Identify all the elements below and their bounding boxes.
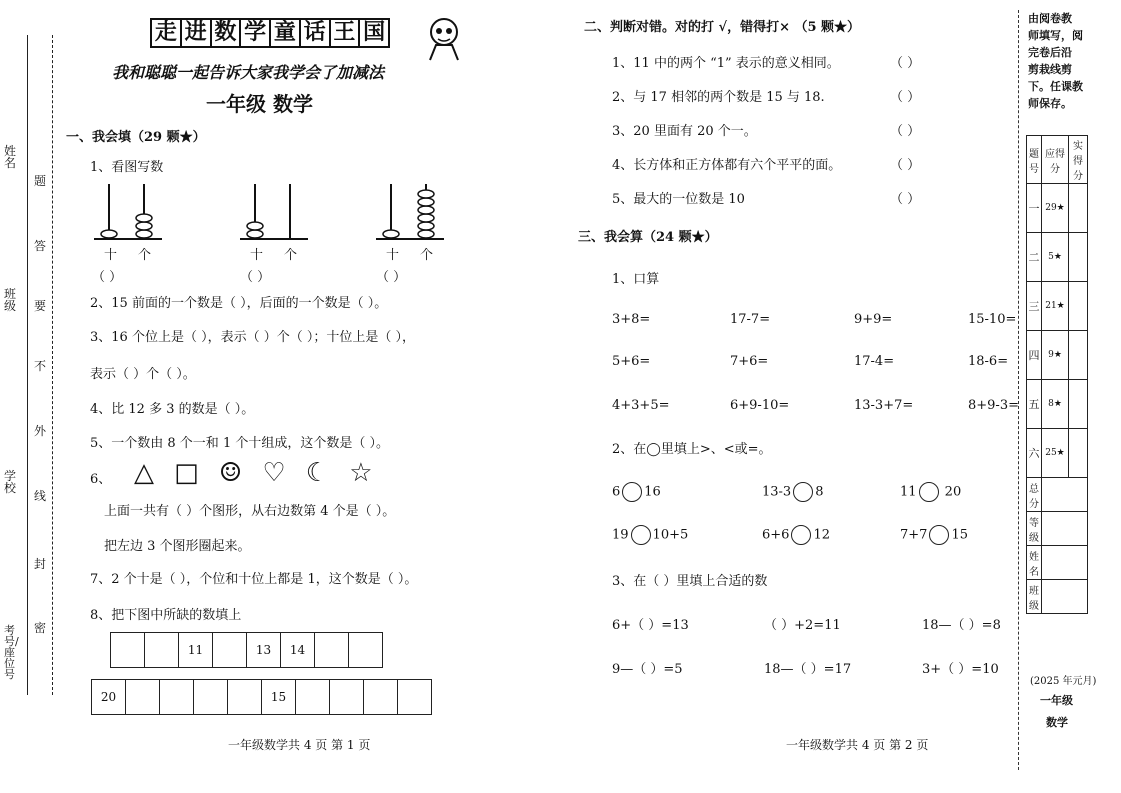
score-row-actual[interactable]: [1069, 380, 1088, 429]
compare-right: 15: [951, 527, 968, 543]
binding-warning-3: 要: [34, 299, 47, 313]
page-title: [150, 18, 388, 46]
score-row-due: 25★: [1042, 429, 1069, 478]
grid-cell[interactable]: [348, 632, 383, 668]
section1-heading: 一、我会填（29 颗★）: [66, 130, 206, 145]
note-line: 师填写，阅: [1028, 29, 1083, 42]
note-line: 完卷后沿: [1028, 46, 1072, 59]
oral-problem: 13-3+7=: [854, 398, 914, 413]
compare-left: 6: [612, 484, 621, 500]
grid-cell: 13: [246, 632, 281, 668]
page2-footer: 一年级数学共 4 页 第 2 页: [786, 738, 929, 752]
grid-cell[interactable]: [314, 632, 349, 668]
abacus2-answer[interactable]: （ ）: [240, 270, 271, 285]
heart-icon: ♡: [262, 458, 286, 488]
compare-problem: [900, 525, 968, 545]
compare-problem: [762, 482, 824, 502]
s3-q2: 2、在◯里填上>、<或=。: [612, 442, 772, 457]
grid-cell: 11: [178, 632, 213, 668]
s1-q4: 4、比 12 多 3 的数是（ ）。: [90, 402, 255, 417]
note-line: 剪栽线剪: [1028, 63, 1072, 76]
abacus-icon: [240, 182, 310, 242]
binding-warning-7: 封: [34, 557, 47, 571]
compare-left: 6+6: [762, 527, 790, 543]
title-char: 学: [239, 18, 271, 48]
compare-problem: [612, 525, 688, 545]
grid-cell[interactable]: [110, 632, 145, 668]
score-header-no: 题号: [1027, 136, 1042, 184]
number-grid-row2: [91, 679, 431, 715]
compare-circle[interactable]: [793, 482, 813, 502]
s1-q3a: 3、16 个位上是（ ），表示（ ）个（ ）；十位上是（ ），: [90, 330, 415, 345]
star-icon: ☆: [349, 458, 373, 488]
judge-answer-2[interactable]: （ ）: [890, 90, 921, 105]
score-name-label: 姓名: [1027, 546, 1042, 580]
score-row-no: 三: [1027, 282, 1042, 331]
title-char: 王: [329, 18, 361, 48]
judge-item-1: 1、11 中的两个 “1” 表示的意义相同。: [612, 56, 840, 71]
grid-cell[interactable]: [125, 679, 160, 715]
title-char: 国: [358, 18, 390, 48]
compare-circle[interactable]: [929, 525, 949, 545]
binding-warning-2: 答: [34, 239, 47, 253]
judge-answer-5[interactable]: （ ）: [890, 192, 921, 207]
fill-problem[interactable]: 18—（ ）=17: [764, 662, 852, 677]
score-row-no: 六: [1027, 429, 1042, 478]
score-row-actual[interactable]: [1069, 233, 1088, 282]
grid-cell[interactable]: [193, 679, 228, 715]
note-line: 师保存。: [1028, 97, 1072, 110]
square-icon: □: [174, 458, 199, 488]
grid-cell[interactable]: [212, 632, 247, 668]
grade-title: 一年级 数学: [206, 92, 313, 116]
abacus3-ten-label: 十: [386, 248, 400, 263]
grid-cell[interactable]: [397, 679, 432, 715]
compare-right: 12: [813, 527, 830, 543]
triangle-icon: △: [134, 458, 154, 488]
compare-right: 8: [815, 484, 824, 500]
fill-problem[interactable]: 9—（ ）=5: [612, 662, 683, 677]
page1-footer: 一年级数学共 4 页 第 1 页: [228, 738, 371, 752]
compare-right: 10+5: [652, 527, 689, 543]
s1-q8: 8、把下图中所缺的数填上: [90, 608, 242, 623]
fill-problem[interactable]: （ ）+2=11: [764, 618, 841, 633]
abacus1-one-label: 个: [138, 248, 152, 263]
note-line: 由阅卷教: [1028, 12, 1072, 25]
score-row-no: 一: [1027, 184, 1042, 233]
score-total-field[interactable]: [1042, 478, 1088, 512]
compare-left: 19: [612, 527, 629, 543]
compare-problem: [900, 482, 961, 502]
score-row-due: 5★: [1042, 233, 1069, 282]
abacus-icon: [94, 182, 164, 242]
score-row-actual[interactable]: [1069, 429, 1088, 478]
binding-label-class: 班级: [4, 287, 17, 313]
score-row-no: 四: [1027, 331, 1042, 380]
abacus3-answer[interactable]: （ ）: [376, 270, 407, 285]
score-row-actual[interactable]: [1069, 282, 1088, 331]
compare-left: 13-3: [762, 484, 792, 500]
compare-left: 11: [900, 484, 917, 500]
judge-answer-1[interactable]: （ ）: [890, 56, 921, 71]
score-table: [1026, 135, 1088, 614]
score-row-due: 21★: [1042, 282, 1069, 331]
s3-q3: 3、在（ ）里填上合适的数: [612, 574, 768, 589]
score-class-label: 班级: [1027, 580, 1042, 614]
binding-inner-line: [52, 35, 53, 695]
oral-problem: 9+9=: [854, 312, 893, 327]
grid-cell[interactable]: [363, 679, 398, 715]
judge-item-5: 5、最大的一位数是 10: [612, 192, 745, 207]
s1-q6b: 把左边 3 个图形圈起来。: [104, 539, 251, 554]
oral-problem: 6+9-10=: [730, 398, 790, 413]
s1-q7: 7、2 个十是（ ），个位和十位上都是 1，这个数是（ ）。: [90, 572, 418, 587]
score-header-actual: 实得分: [1069, 136, 1088, 184]
sidebar-note: [1028, 10, 1088, 112]
judge-answer-4[interactable]: （ ）: [890, 158, 921, 173]
compare-problem: [612, 482, 661, 502]
s1-q3b: 表示（ ）个（ ）。: [90, 367, 196, 382]
score-row-actual[interactable]: [1069, 331, 1088, 380]
grid-cell: 15: [261, 679, 296, 715]
sidebar-grade: 一年级: [1040, 694, 1073, 707]
s1-q6: 6、: [90, 472, 112, 487]
s1-q5: 5、一个数由 8 个一和 1 个十组成，这个数是（ ）。: [90, 436, 389, 451]
note-line: 下。任课教: [1028, 80, 1083, 93]
grid-cell: 20: [91, 679, 126, 715]
compare-circle[interactable]: [919, 482, 939, 502]
binding-outer-line: [27, 35, 28, 695]
compare-circle[interactable]: [791, 525, 811, 545]
s3-q1: 1、口算: [612, 272, 660, 287]
s1-q2: 2、15 前面的一个数是（ ），后面的一个数是（ ）。: [90, 296, 388, 311]
score-total-label: 总分: [1027, 478, 1042, 512]
oral-problem: 5+6=: [612, 354, 651, 369]
judge-item-4: 4、长方体和正方体都有六个平平的面。: [612, 158, 842, 173]
binding-label-name: 姓名: [4, 144, 17, 170]
oral-problem: 18-6=: [968, 354, 1009, 369]
subtitle: 我和聪聪一起告诉大家我学会了加减法: [112, 63, 385, 82]
sidebar-subject: 数学: [1046, 716, 1068, 729]
abacus2-one-label: 个: [284, 248, 298, 263]
moon-icon: ☾: [305, 458, 330, 488]
score-row-no: 二: [1027, 233, 1042, 282]
sidebar-date: (2025 年元月): [1030, 676, 1097, 687]
abacus2-ten-label: 十: [250, 248, 264, 263]
oral-problem: 7+6=: [730, 354, 769, 369]
binding-warning-4: 不: [34, 359, 47, 373]
shape-row: [134, 458, 389, 488]
grid-cell[interactable]: [295, 679, 330, 715]
binding-label-seat: 考号/座位号: [4, 624, 19, 681]
judge-answer-3[interactable]: （ ）: [890, 124, 921, 139]
abacus1-answer[interactable]: （ ）: [92, 270, 123, 285]
score-name-field[interactable]: [1042, 546, 1088, 580]
grid-cell[interactable]: [329, 679, 364, 715]
mascot-icon: [420, 14, 468, 62]
compare-left: 7+7: [900, 527, 928, 543]
compare-right: 16: [644, 484, 661, 500]
score-row-due: 29★: [1042, 184, 1069, 233]
score-class-field[interactable]: [1042, 580, 1088, 614]
grid-cell[interactable]: [227, 679, 262, 715]
compare-circle[interactable]: [631, 525, 651, 545]
score-row-no: 五: [1027, 380, 1042, 429]
section2-heading: 二、判断对错。对的打 √，错得打× （5 颗★）: [584, 20, 861, 35]
score-row-due: 9★: [1042, 331, 1069, 380]
oral-problem: 15-10=: [968, 312, 1017, 327]
s1-q6a: 上面一共有（ ）个图形，从右边数第 4 个是（ ）。: [104, 504, 396, 519]
title-char: 童: [269, 18, 301, 48]
binding-warning-1: 题: [34, 174, 47, 188]
title-char: 数: [210, 18, 242, 48]
sidebar-cut-line: [1018, 10, 1019, 770]
binding-warning-8: 密: [34, 621, 47, 635]
fill-problem[interactable]: 6+（ ）=13: [612, 618, 689, 633]
score-grade-label: 等级: [1027, 512, 1042, 546]
title-char: 走: [150, 18, 182, 48]
judge-item-3: 3、20 里面有 20 个一。: [612, 124, 757, 139]
binding-label-school: 学校: [4, 469, 17, 495]
oral-problem: 8+9-3=: [968, 398, 1019, 413]
oral-problem: 3+8=: [612, 312, 651, 327]
abacus-icon: [376, 182, 446, 242]
oral-problem: 4+3+5=: [612, 398, 670, 413]
judge-item-2: 2、与 17 相邻的两个数是 15 与 18.: [612, 90, 825, 105]
binding-warning-6: 线: [34, 489, 47, 503]
title-char: 话: [299, 18, 331, 48]
score-row-actual[interactable]: [1069, 184, 1088, 233]
grid-cell: 14: [280, 632, 315, 668]
number-grid-row1: [110, 632, 382, 668]
fill-problem[interactable]: 3+（ ）=10: [922, 662, 999, 677]
oral-problem: 17-7=: [730, 312, 771, 327]
score-row-due: 8★: [1042, 380, 1069, 429]
compare-problem: [762, 525, 830, 545]
smiley-icon: ☺: [218, 458, 243, 488]
oral-problem: 17-4=: [854, 354, 895, 369]
grid-cell[interactable]: [159, 679, 194, 715]
compare-right: 20: [940, 484, 962, 500]
score-grade-field[interactable]: [1042, 512, 1088, 546]
fill-problem[interactable]: 18—（ ）=8: [922, 618, 1001, 633]
section3-heading: 三、我会算（24 颗★）: [578, 230, 718, 245]
abacus1-ten-label: 十: [104, 248, 118, 263]
compare-circle[interactable]: [622, 482, 642, 502]
title-char: 进: [180, 18, 212, 48]
s1-q1: 1、看图写数: [90, 160, 164, 175]
grid-cell[interactable]: [144, 632, 179, 668]
score-header-due: 应得分: [1042, 136, 1069, 184]
abacus3-one-label: 个: [420, 248, 434, 263]
binding-warning-5: 外: [34, 424, 47, 438]
